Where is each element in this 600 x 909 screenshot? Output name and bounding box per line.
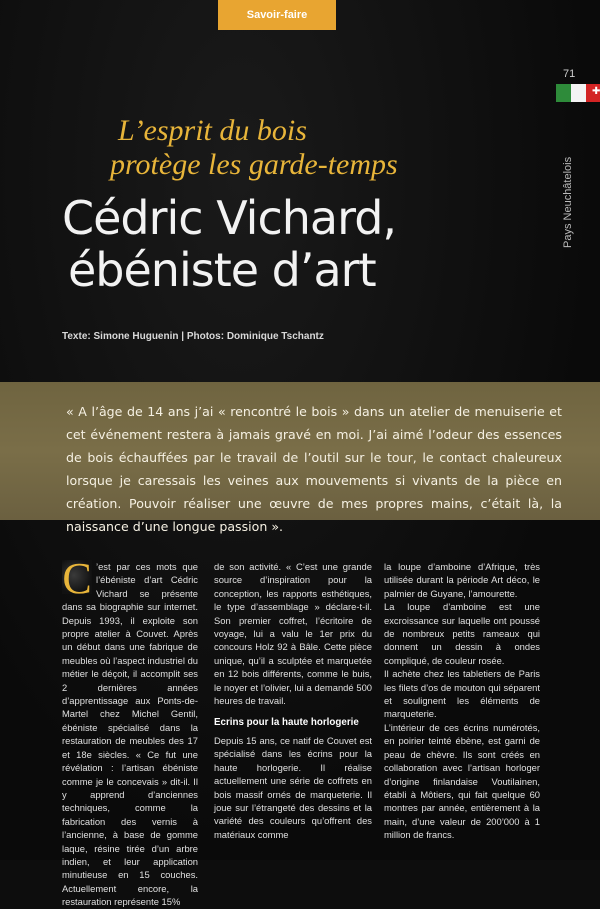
paragraph: la loupe d’amboine d’Afrique, très utilisée durant la période Art déco, le palmier de Guyane, l’amourette. <box>384 561 540 599</box>
headline-line-1: Cédric Vichard, <box>62 191 397 245</box>
neuchatel-flag-icon: ✚ <box>556 84 600 102</box>
byline: Texte: Simone Huguenin | Photos: Dominique Tschantz <box>62 331 324 342</box>
article-body <box>62 554 562 908</box>
section-subhead: Ecrins pour la haute horlogerie <box>214 717 359 729</box>
paragraph: ’est par ces mots que l’ébéniste d’art Cédric Vichard se présente dans sa biographie sur internet. Depuis 1993, il exploite son propre atelier à Couvet. Après un début dans une fabrique de meubles où l’aspect industriel du métier le déçoit, il accomplit ses 2 dernières années d’apprentissage aux Ponts-de-Martel chez Michel Gentil, ébéniste spécialisé dans la restauration de meubles des 17 et 18e siècles. « Ce fut une révélation : l’artisan ébéniste comme je le concevais » dit-il. Il y apprend d’anciennes techniques, comme la fabrication des vernis à l’ancienne, à base de gomme laque, résine tirée d’un arbre indien, et leur application minutieuse en 15 couches. Actuellement encore, la restauration représente 15% <box>62 561 199 908</box>
page-number: 71 <box>563 68 576 80</box>
pull-quote: « A l’âge de 14 ans j’ai « rencontré le bois » dans un atelier de menuiserie et cet événement restera à jamais gravé en moi. J’ai aimé l’odeur des essences de bois échauffées par le travail de l’outil sur le tour, le contact chaleureux lorsque je caressais les veines aux mouvements si vivants de la pièce en création. Pouvoir réaliser une œuvre de mes propres mains, c’était là, la naissance d’une longue passion ». <box>66 404 562 534</box>
paragraph: Depuis 15 ans, ce natif de Couvet est spécialisé dans les écrins pour la haute horlogerie. Il réalise actuellement une série de coffrets en bois massif ornés de marqueterie. Il joue sur l’étrangeté des dessins et la variété des couleurs qu’offrent des matériaux comme <box>214 734 372 840</box>
paragraph: La loupe d’amboine est une excroissance sur laquelle ont poussé de nombreux petits rameaux qui donnent un dessin à ondes compliqué, de couleur rosée. <box>384 601 540 666</box>
paragraph: L’intérieur de ces écrins numérotés, en poirier teinté ébène, est garni de peau de chèvre. Ils sont créés en collaboration avec l’artisan horloger d’origine finlandaise Voutilainen, établi à Môtiers, qui fait quelque 60 montres par année, entièrement à la main, d’une valeur de 200’000 à 1 million de francs. <box>384 721 540 841</box>
side-section-label: Pays Neuchâtelois <box>562 156 574 248</box>
section-tab <box>218 0 336 30</box>
drop-cap: C <box>62 554 92 603</box>
body-column-3 <box>384 560 540 842</box>
paragraph: de son activité. « C’est une grande source d’inspiration pour la conception, les rapports esthétiques, le type d’assemblage » déclare-t-il. Son premier coffret, l’écritoire de voyage, lui a valu le 1er prix du concours Holz 92 à Bâle. Cette pièce unique, qu’il a sculptée et marquetée en 12 bois différents, comme le buis, le noyer et l’olivier, lui a demandé 500 heures de travail. <box>214 561 372 707</box>
body-column-1 <box>62 554 199 909</box>
article-headline <box>62 192 542 296</box>
body-column-2 <box>214 560 372 841</box>
paragraph: Il achète chez les tabletiers de Paris les filets d’os de mouton qui séparent et soulignent les éléments de marqueterie. <box>384 668 540 720</box>
section-tab-label: Savoir-faire <box>246 9 308 21</box>
kicker-line-1: L’esprit du bois <box>118 114 307 147</box>
headline-line-2: ébéniste d’art <box>68 243 376 297</box>
kicker-line-2: protège les garde-temps <box>110 148 398 181</box>
article-kicker <box>62 114 482 182</box>
